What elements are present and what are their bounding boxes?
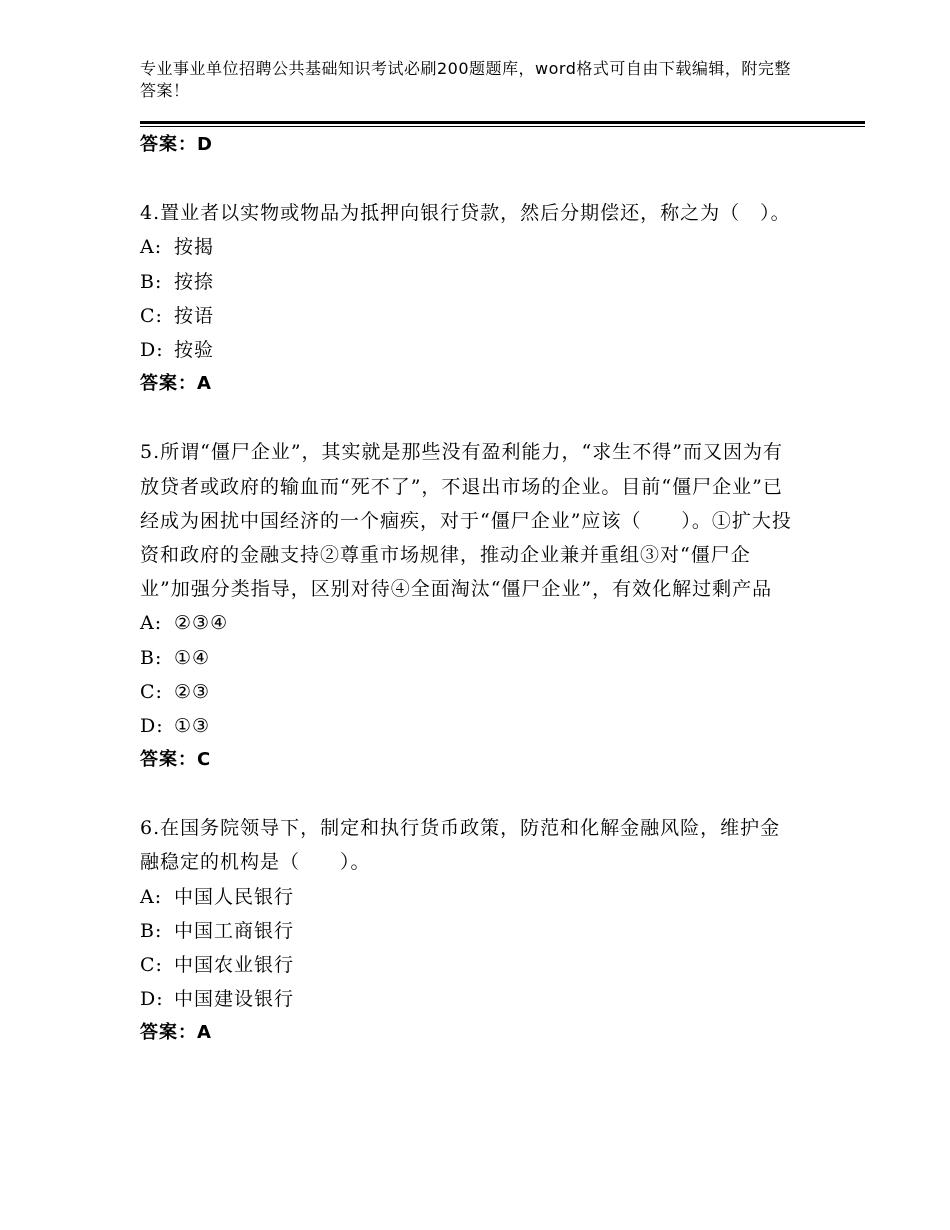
document-body xyxy=(140,128,800,1051)
option-text: ②③④ xyxy=(174,612,229,635)
option-d xyxy=(140,982,800,1016)
option-text: 中国人民银行 xyxy=(174,885,295,908)
answer-line xyxy=(140,128,800,162)
option-d xyxy=(140,709,800,743)
option-a xyxy=(140,880,800,914)
question-block xyxy=(140,196,800,401)
question-block xyxy=(140,435,800,777)
spacer xyxy=(140,777,800,811)
option-d xyxy=(140,333,800,367)
page-header xyxy=(140,58,800,102)
answer-label: 答案： xyxy=(140,373,197,395)
answer-label: 答案： xyxy=(140,134,197,155)
option-letter: A: xyxy=(140,236,163,259)
option-letter: B: xyxy=(140,919,163,942)
option-letter: C: xyxy=(140,304,163,327)
answer-label: 答案： xyxy=(140,749,197,771)
option-letter: B: xyxy=(140,646,163,669)
answer-value: A xyxy=(197,373,212,395)
spacer xyxy=(140,162,800,196)
option-c xyxy=(140,948,800,982)
spacer xyxy=(140,401,800,435)
option-text: 按语 xyxy=(174,304,215,327)
answer-line xyxy=(140,743,800,777)
answer-label: 答案： xyxy=(140,1022,197,1044)
option-letter: D: xyxy=(140,714,164,737)
header-title: 专业事业单位招聘公共基础知识考试必刷200题题库，word格式可自由下载编辑，附完整答案！ xyxy=(140,59,791,100)
option-letter: A: xyxy=(140,885,163,908)
option-b xyxy=(140,914,800,948)
question-text: 4.置业者以实物或物品为抵押向银行贷款，然后分期偿还，称之为（ ）。 xyxy=(140,202,791,225)
option-text: 按验 xyxy=(174,338,215,361)
option-text: 中国建设银行 xyxy=(174,988,295,1011)
option-letter: D: xyxy=(140,988,164,1011)
answer-value: D xyxy=(197,134,213,155)
answer-value: C xyxy=(197,749,212,771)
option-text: 中国工商银行 xyxy=(174,919,295,942)
option-text: 中国农业银行 xyxy=(174,954,295,977)
answer-line xyxy=(140,367,800,401)
option-a xyxy=(140,230,800,264)
option-text: ①④ xyxy=(174,646,211,669)
header-rule-thin xyxy=(140,126,865,127)
option-b xyxy=(140,265,800,299)
answer-line xyxy=(140,1016,800,1050)
option-letter: D: xyxy=(140,338,164,361)
option-letter: C: xyxy=(140,680,163,703)
option-a xyxy=(140,606,800,640)
question-block xyxy=(140,811,800,1050)
option-text: 按捺 xyxy=(174,270,215,293)
question-text: 6.在国务院领导下，制定和执行货币政策，防范和化解金融风险，维护金融稳定的机构是（ ）。 xyxy=(140,817,781,874)
option-text: 按揭 xyxy=(174,236,215,259)
option-letter: B: xyxy=(140,270,163,293)
option-c xyxy=(140,675,800,709)
header-rule-thick xyxy=(140,121,865,124)
question-text: 5.所谓“僵尸企业”，其实就是那些没有盈利能力，“求生不得”而又因为有放贷者或政府的输血而“死不了”，不退出市场的企业。目前“僵尸企业”已经成为困扰中国经济的一个痼疾，对于“僵尸企业”应该（ ）。①扩大投资和政府的金融支持②尊重市场规律，推动企业兼并重组③对“僵尸企业”加强分类指导，区别对待④全面淘汰“僵尸企业”，有效化解过剩产品 xyxy=(140,441,792,601)
option-letter: C: xyxy=(140,954,163,977)
answer-value: A xyxy=(197,1022,212,1044)
option-text: ②③ xyxy=(174,680,211,703)
option-b xyxy=(140,641,800,675)
option-text: ①③ xyxy=(174,714,211,737)
option-c xyxy=(140,299,800,333)
option-letter: A: xyxy=(140,612,163,635)
